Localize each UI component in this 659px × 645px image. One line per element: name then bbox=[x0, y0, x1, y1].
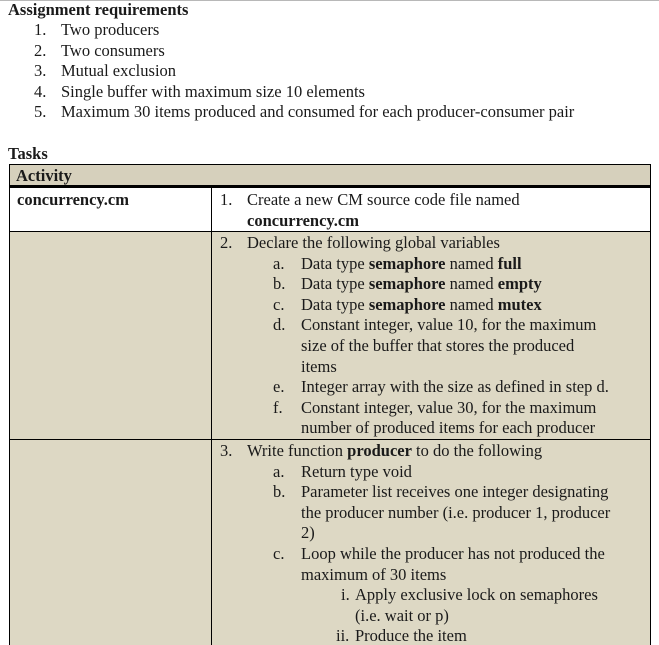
table-row bbox=[10, 232, 650, 440]
step-text-filename: concurrency.cm bbox=[247, 210, 359, 230]
sub-label: c. bbox=[273, 544, 285, 563]
list-number: 1. bbox=[34, 20, 47, 39]
sub-text: Data type semaphore named mutex bbox=[301, 294, 542, 314]
sub-label: a. bbox=[273, 253, 285, 273]
sub-text: Data type semaphore named full bbox=[301, 253, 522, 273]
tasks-heading: Tasks bbox=[8, 144, 48, 163]
list-text: Maximum 30 items produced and consumed for each producer-consumer pair bbox=[61, 102, 575, 122]
sub-text: Integer array with the size as defined in step d. bbox=[301, 377, 609, 397]
sub-text: size of the buffer that stores the produced bbox=[301, 336, 575, 355]
list-item bbox=[0, 82, 659, 103]
sub-label: c. bbox=[273, 294, 285, 314]
tasks-table bbox=[9, 164, 651, 645]
column-divider bbox=[211, 440, 212, 645]
sub-label: b. bbox=[273, 482, 286, 502]
list-number: 3. bbox=[34, 61, 47, 81]
sub-sub-label: i. bbox=[341, 585, 350, 605]
sub-text: 2) bbox=[301, 523, 315, 543]
sub-text: Parameter list receives one integer designating bbox=[301, 482, 609, 502]
sub-sub-label: ii. bbox=[336, 626, 350, 645]
row-label: concurrency.cm bbox=[17, 190, 129, 209]
list-item bbox=[0, 102, 659, 123]
sub-text: Data type semaphore named empty bbox=[301, 274, 542, 294]
step-number: 2. bbox=[220, 233, 233, 252]
column-divider bbox=[211, 232, 212, 439]
column-divider bbox=[211, 188, 212, 231]
list-item bbox=[0, 61, 659, 82]
step-text: Write function producer to do the following bbox=[247, 441, 543, 460]
sub-text: Loop while the producer has not produced the bbox=[301, 544, 605, 563]
sub-label: f. bbox=[273, 397, 283, 417]
step-text: Declare the following global variables bbox=[247, 233, 500, 252]
step-number: 1. bbox=[220, 190, 233, 209]
table-row bbox=[10, 440, 650, 645]
sub-text: items bbox=[301, 356, 337, 376]
list-text: Two consumers bbox=[61, 40, 165, 60]
list-item bbox=[0, 20, 659, 41]
step-number: 3. bbox=[220, 441, 233, 460]
sub-text: Return type void bbox=[301, 461, 412, 481]
list-number: 5. bbox=[34, 102, 47, 122]
list-text: Mutual exclusion bbox=[61, 61, 177, 81]
table-header-label: Activity bbox=[16, 166, 72, 185]
sub-text: maximum of 30 items bbox=[301, 564, 447, 584]
sub-label: b. bbox=[273, 274, 286, 294]
table-row bbox=[10, 188, 650, 232]
step-text: Create a new CM source code file named bbox=[247, 190, 520, 209]
sub-text: number of produced items for each producer bbox=[301, 418, 596, 438]
list-text: Single buffer with maximum size 10 elements bbox=[61, 81, 365, 101]
sub-sub-text: (i.e. wait or p) bbox=[355, 605, 449, 625]
sub-text: Constant integer, value 30, for the maximum bbox=[301, 397, 597, 417]
table-header bbox=[10, 165, 650, 188]
sub-text: Constant integer, value 10, for the maximum bbox=[301, 315, 597, 335]
sub-sub-text: Apply exclusive lock on semaphores bbox=[355, 585, 598, 605]
list-item bbox=[0, 41, 659, 62]
list-number: 2. bbox=[34, 40, 47, 60]
sub-label: e. bbox=[273, 377, 285, 397]
assignment-heading: Assignment requirements bbox=[8, 0, 189, 19]
sub-text: the producer number (i.e. producer 1, producer bbox=[301, 502, 611, 522]
list-number: 4. bbox=[34, 81, 47, 101]
sub-label: d. bbox=[273, 315, 286, 335]
sub-sub-text: Produce the item bbox=[355, 626, 467, 645]
list-text: Two producers bbox=[61, 20, 160, 39]
sub-label: a. bbox=[273, 461, 285, 481]
requirements-list bbox=[0, 20, 659, 123]
